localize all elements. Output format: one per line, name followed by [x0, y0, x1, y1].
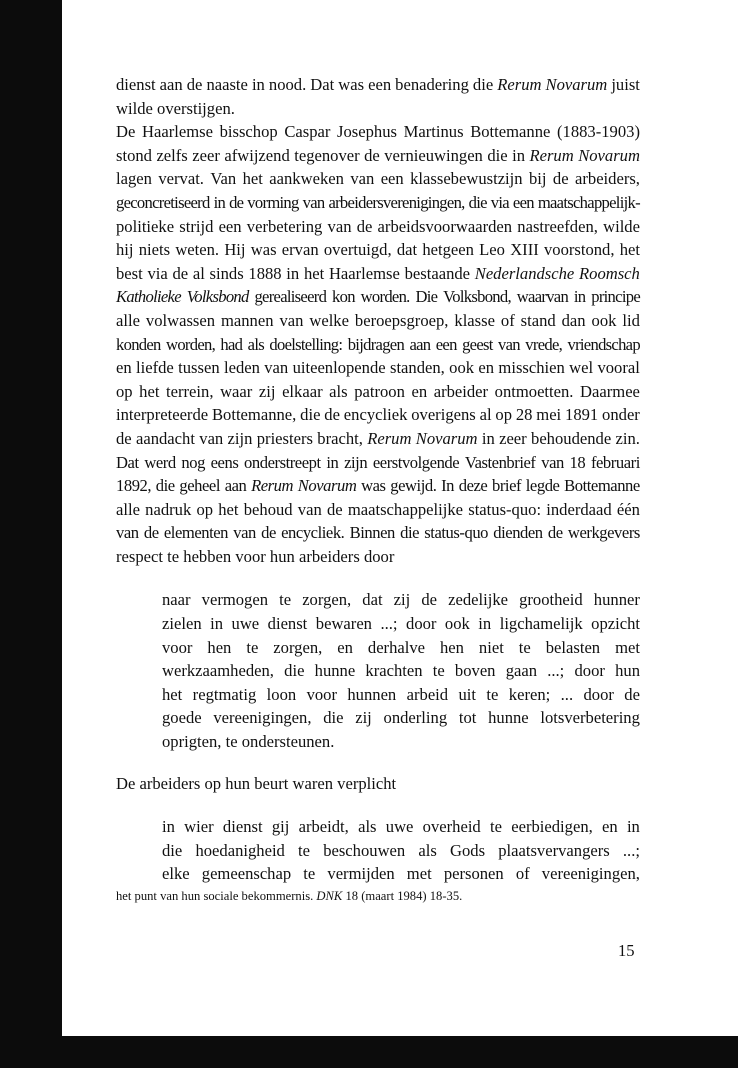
page-number: 15	[618, 941, 635, 960]
quote1-line: werkzaamheden, die hunne krachten te boven gaan ...; door hun	[162, 661, 640, 681]
page-text	[116, 73, 640, 886]
body-line: van de elementen van de encycliek. Binnen die status-quo dienden de werkgevers	[116, 523, 640, 543]
body-line: De Haarlemse bisschop Caspar Josephus Martinus Bottemanne (1883-1903)	[116, 122, 640, 142]
body-line: alle volwassen mannen van welke beroepsgroep, klasse of stand dan ook lid	[116, 310, 640, 330]
body-line: alle nadruk op het behoud van de maatschappelijke status-quo: inderdaad één	[116, 499, 640, 519]
quote1-line: zielen in uwe dienst bewaren ...; door ook in ligchamelijk opzicht	[162, 614, 640, 634]
scan-bottom-edge	[0, 1036, 738, 1068]
block-quote-1	[162, 588, 640, 753]
quote2-line: in wier dienst gij arbeidt, als uwe overheid te eerbiedigen, en in	[162, 817, 640, 837]
body-line: konden worden, had als doelstelling: bijdragen aan een geest van vrede, vriendschap	[116, 334, 640, 354]
interlude-line: De arbeiders op hun beurt waren verplicht	[116, 773, 397, 793]
quote2-line: elke gemeenschap te vermijden met personen of vereenigingen,	[162, 864, 640, 884]
body-line: best via de al sinds 1888 in het Haarlemse bestaande Nederlandsche Roomsch	[116, 263, 640, 283]
body-line: Katholieke Volksbond gerealiseerd kon worden. Die Volksbond, waarvan in principe	[116, 287, 640, 307]
body-line: interpreteerde Bottemanne, die de encycliek overigens al op 28 mei 1891 onder	[116, 405, 640, 425]
body-line: op het terrein, waar zij elkaar als patroon en arbeider ontmoetten. Daarmee	[116, 381, 640, 401]
body-line: en liefde tussen leden van uiteenlopende standen, ook en misschien wel vooral	[116, 358, 640, 378]
body-paragraphs	[116, 73, 640, 568]
body-line: respect te hebben voor hun arbeiders door	[116, 546, 395, 566]
quote1-line: oprigten, te ondersteunen.	[162, 732, 335, 752]
footnote-journal: DNK	[316, 889, 343, 903]
block-quote-2	[162, 815, 640, 886]
body-line: dienst aan de naaste in nood. Dat was een benadering die Rerum Novarum juist	[116, 75, 640, 94]
quote1-line: naar vermogen te zorgen, dat zij de zedelijke grootheid hunner	[162, 590, 640, 610]
footnote-text-after: 18 (maart 1984) 18-35.	[342, 889, 463, 903]
body-line: politieke strijd een verbetering van de arbeidsvoorwaarden nastreefden, wilde	[116, 216, 640, 236]
body-line: hij niets weten. Hij was ervan overtuigd, dat hetgeen Leo XIII voorstond, het	[116, 240, 640, 260]
body-line: lagen vervat. Van het aankweken van een klassebewustzijn bij de arbeiders,	[116, 169, 640, 189]
body-line: stond zelfs zeer afwijzend tegenover de vernieuwingen die in Rerum Novarum	[116, 145, 640, 165]
quote1-line: goede vereenigingen, die zij onderling tot hunne lotsverbetering	[162, 708, 640, 728]
footnote-text-before: het punt van hun sociale bekommernis.	[116, 889, 317, 903]
body-line: de aandacht van zijn priesters bracht, Rerum Novarum in zeer behoudende zin.	[116, 428, 640, 448]
quote1-line: voor hen te zorgen, en derhalve hen niet te belasten met	[162, 637, 640, 657]
body-line: wilde overstijgen.	[116, 98, 235, 118]
footnote	[116, 887, 462, 905]
body-line: Dat werd nog eens onderstreept in zijn eerstvolgende Vastenbrief van 18 februari	[116, 452, 640, 472]
body-line: 1892, die geheel aan Rerum Novarum was gewijd. In deze brief legde Bottemanne	[116, 476, 640, 496]
body-line: geconcretiseerd in de vorming van arbeidersverenigingen, die via een maatschappelijk-	[116, 192, 640, 212]
quote2-line: die hoedanigheid te beschouwen als Gods plaatsvervangers ...;	[162, 840, 640, 860]
scan-left-edge	[0, 0, 62, 1068]
quote1-line: het regtmatig loon voor hunnen arbeid uit te keren; ... door de	[162, 684, 640, 704]
